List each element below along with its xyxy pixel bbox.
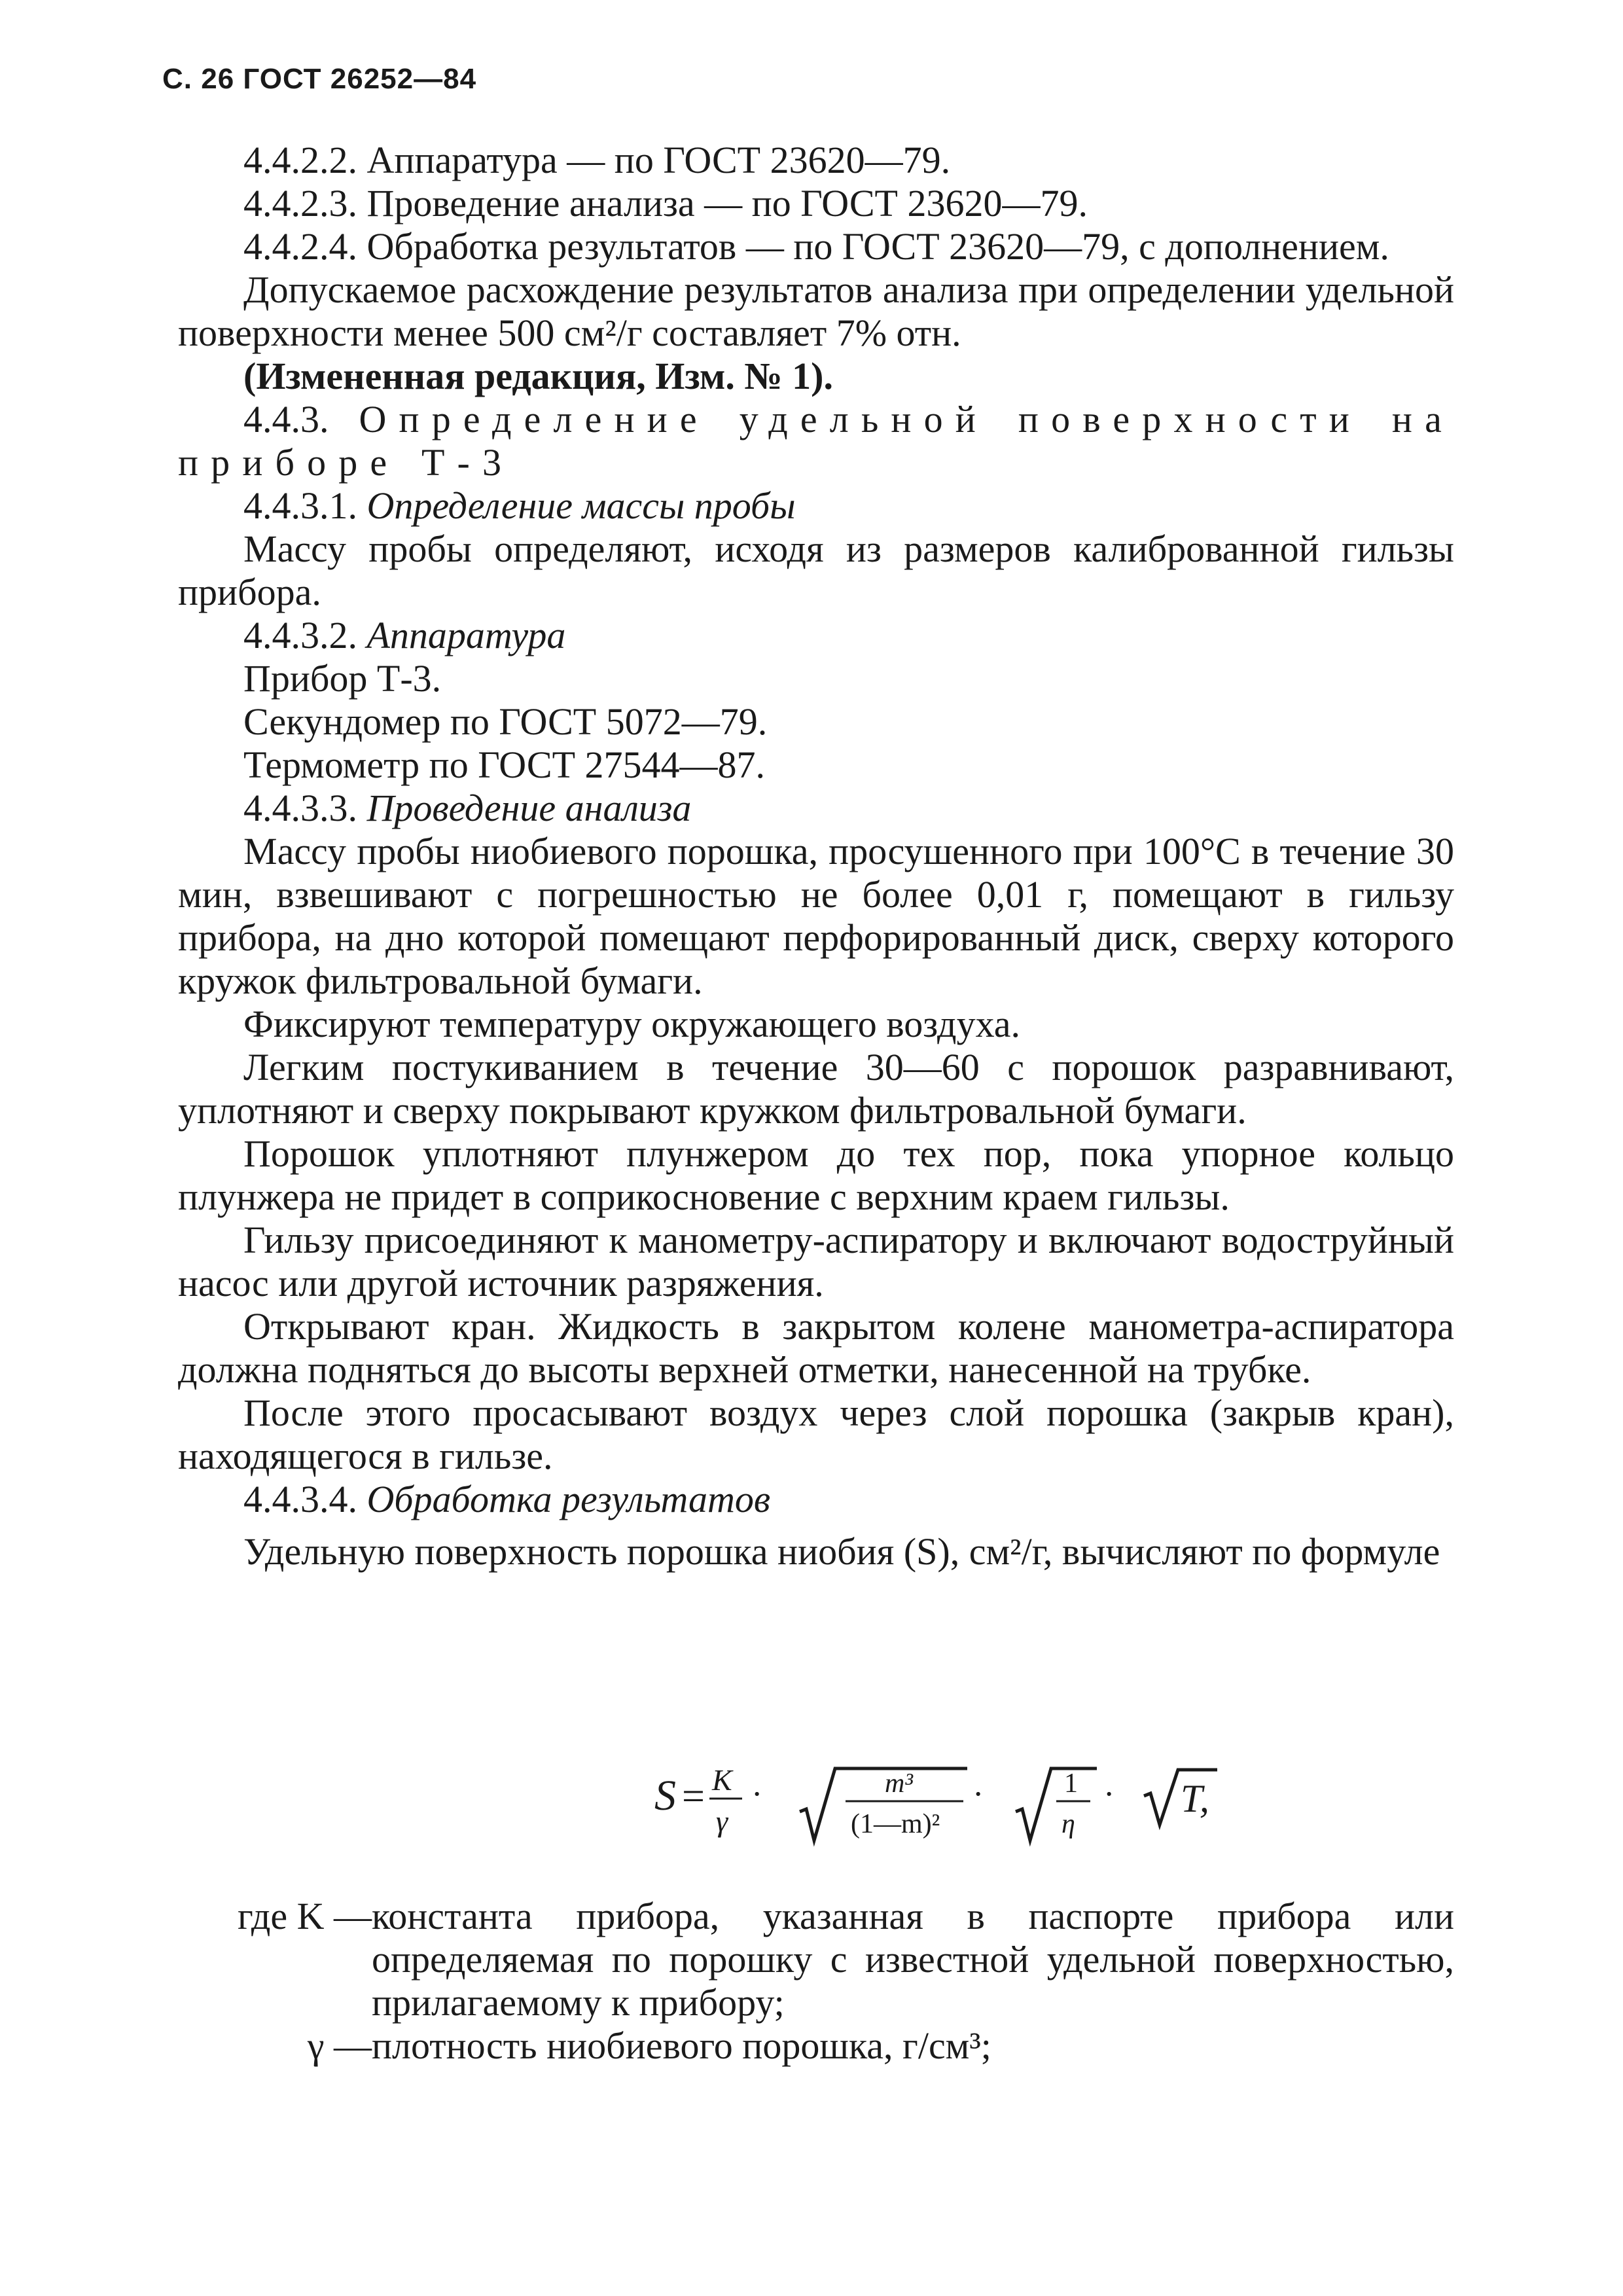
clause-number: 4.4.3.4. <box>243 1478 357 1520</box>
section-4-4-3-heading <box>178 398 1454 441</box>
equipment-item: Секундомер по ГОСТ 5072—79. <box>243 700 768 743</box>
heading-word: Определение <box>359 398 709 440</box>
formula-t: T, <box>1181 1777 1209 1820</box>
clause-title: Проведение анализа <box>366 787 692 829</box>
section-4-4-3-heading-cont: приборе Т-3 <box>178 441 514 484</box>
clause-4-4-2-3: 4.4.2.3. Проведение анализа — по ГОСТ 23620—79. <box>243 182 1088 224</box>
procedure-paragraph: После этого просасывают воздух через слой порошка (закрыв кран), находящегося в гильзе. <box>178 1391 1454 1477</box>
clause-4-4-3-1 <box>178 484 1454 528</box>
amendment-note: (Измененная редакция, Изм. № 1). <box>243 355 833 397</box>
sample-mass-paragraph: Массу пробы определяют, исходя из размеров калиброванной гильзы прибора. <box>178 528 1454 613</box>
procedure-paragraph: Гильзу присоединяют к манометру-аспиратору и включают водоструйный насос или другой источник разряжения. <box>178 1219 1454 1304</box>
multiply-dot: · <box>751 1776 763 1813</box>
procedure-paragraph: Фиксируют температуру окружающего воздуха. <box>243 1003 1021 1045</box>
clause-4-4-3-4 <box>178 1478 1454 1521</box>
clause-title: Аппаратура <box>366 614 566 656</box>
heading-word: поверхности <box>1018 398 1362 440</box>
definition-lead: где K — <box>237 1895 372 1937</box>
multiply-dot: · <box>1103 1776 1115 1813</box>
clause-title: Определение массы пробы <box>366 484 796 527</box>
section-number: 4.4.3. <box>243 398 329 440</box>
definition-gamma <box>178 2024 1454 2068</box>
formula-eta: η <box>1061 1809 1075 1839</box>
clause-4-4-2-2: 4.4.2.2. Аппаратура — по ГОСТ 23620—79. <box>243 139 951 181</box>
formula-equals: = <box>682 1774 705 1819</box>
formula-lhs: S <box>654 1772 676 1820</box>
page-header: С. 26 ГОСТ 26252—84 <box>162 63 477 95</box>
clause-title: Обработка результатов <box>366 1478 771 1520</box>
definition-text: константа прибора, указанная в паспорте прибора или определяемая по порошку с известной удельной поверхностью, прилагаемому к прибору; <box>372 1895 1454 2024</box>
definition-lead: γ — <box>307 2024 372 2067</box>
radical-sign <box>1016 1768 1097 1840</box>
heading-word: на <box>1391 398 1454 440</box>
formula-k: K <box>712 1763 732 1797</box>
formula-definitions <box>178 1895 1454 2068</box>
clause-4-4-3-3 <box>178 787 1454 830</box>
equipment-item: Прибор Т-3. <box>243 657 442 700</box>
formula-m-cubed: m³ <box>885 1768 913 1799</box>
heading-word: удельной <box>739 398 988 440</box>
formula-intro: Удельную поверхность порошка ниобия (S), см²/г, вычисляют по формуле <box>243 1530 1440 1573</box>
formula-one: 1 <box>1064 1768 1078 1799</box>
clause-number: 4.4.3.2. <box>243 614 357 656</box>
clause-4-4-2-4: 4.4.2.4. Обработка результатов — по ГОСТ 23620—79, с дополнением. <box>243 225 1389 268</box>
body-text <box>178 139 1454 1573</box>
clause-number: 4.4.3.3. <box>243 787 357 829</box>
procedure-paragraph: Легким постукиванием в течение 30—60 с порошок разравнивают, уплотняют и сверху покрывают кружком фильтровальной бумаги. <box>178 1046 1454 1132</box>
procedure-paragraph: Массу пробы ниобиевого порошка, просушенного при 100°С в течение 30 мин, взвешивают с погрешностью не более 0,01 г, помещают в гильзу прибора, на дно которой помещают перфорированный диск, сверху которого кружок фильтровальной бумаги. <box>178 830 1454 1002</box>
formula-denominator: (1—m)² <box>851 1809 940 1839</box>
definition-k <box>178 1895 1454 2024</box>
tolerance-paragraph: Допускаемое расхождение результатов анализа при определении удельной поверхности менее 500 см²/г составляет 7% отн. <box>178 268 1454 354</box>
definition-text: плотность ниобиевого порошка, г/см³; <box>372 2024 991 2067</box>
procedure-paragraph: Открывают кран. Жидкость в закрытом колене манометра-аспиратора должна подняться до высоты верхней отметки, нанесенной на трубке. <box>178 1305 1454 1391</box>
procedure-paragraph: Порошок уплотняют плунжером до тех пор, пока упорное кольцо плунжера не придет в соприкосновение с верхним краем гильзы. <box>178 1132 1454 1218</box>
formula-gamma: γ <box>716 1804 728 1838</box>
equipment-item: Термометр по ГОСТ 27544—87. <box>243 744 766 786</box>
clause-4-4-3-2 <box>178 614 1454 657</box>
multiply-dot: · <box>972 1776 984 1813</box>
specific-surface-formula <box>654 1728 1243 1859</box>
clause-number: 4.4.3.1. <box>243 484 357 527</box>
